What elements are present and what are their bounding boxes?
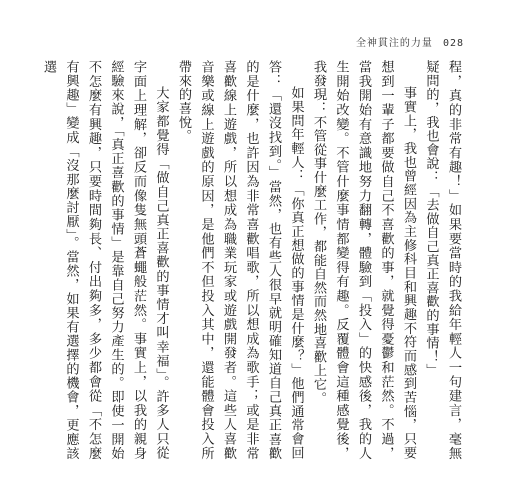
paragraph: 程，真的非常有趣！」如果要當時的我給年輕人一句建言，毫無疑問的，我也會說：「去做自己真正喜歡的事情！」	[423, 60, 461, 460]
running-head	[356, 34, 464, 49]
page-number: 028	[442, 38, 464, 49]
body-text	[41, 60, 464, 460]
paragraph: 事實上，我也曾經因為主修科目和興趣不符而感到苦惱，只要想到一輩子都要做自己不喜歡的事，就覺得憂鬱和茫然。不過，當我開始有意識地努力翻轉，體驗到「投入」的快感後，我的人生開始改變。不管什麼事情都變得有趣。反覆體會這種感覺後，我發現：不管從事什麼工作，都能自然而然地喜歡上它。	[311, 60, 416, 460]
paragraph: 如果問年輕人：「你真正想做的事情是什麼？」他們通常會回答：「還沒找到。」當然，也有些人很早就明確知道自己真正喜歡的是什麼，也許因為非常喜歡唱歌，所以想成為歌手；或是非常喜歡線上遊戲，所以想成為職業玩家或遊戲開發者。這些人喜歡音樂或線上遊戲的原因，是他們不但投入其中，還能體會投入所帶來的喜悅。	[176, 60, 304, 460]
paragraph: 大家都覺得「做自己真正喜歡的事情才叫幸福」。許多人只從字面上理解，卻反而像隻無頭蒼蠅般茫然。事實上，以我的親身經驗來說，「真正喜歡的事情」是靠自己努力產生的。即使一開始不怎麼有興趣，只要時間夠長、付出夠多，多少都會從「不怎麼有興趣」變成「沒那麼討厭」。當然，如果有選擇的機會，更應該選	[41, 60, 169, 460]
book-title: 全神貫注的力量	[355, 38, 433, 49]
